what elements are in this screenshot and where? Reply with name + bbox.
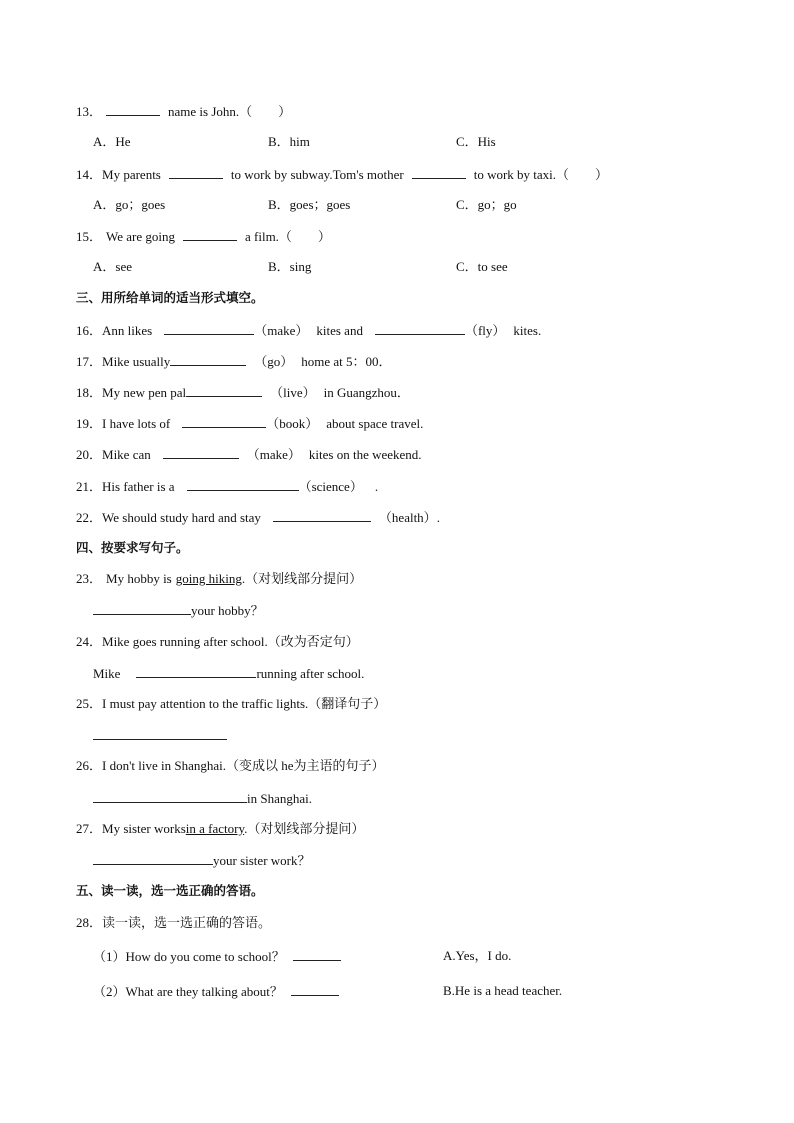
answer-line-24 (93, 665, 364, 682)
match-question-text: （1）How do you come to school？ (93, 949, 285, 964)
question-text: kites on the weekend. (308, 447, 422, 462)
question-number: 26． (76, 758, 103, 773)
question-number: 25． (76, 696, 103, 711)
question-number: 15． (76, 229, 103, 244)
option-c[interactable]: C．to see (456, 259, 508, 274)
question-19 (76, 415, 423, 432)
question-24 (76, 634, 359, 650)
answer-text: your sister work？ (213, 853, 311, 868)
question-21 (76, 478, 378, 495)
question-13 (76, 103, 291, 120)
question-text: 读一读，选一选正确的答语。 (102, 915, 272, 930)
question-text: . (436, 510, 440, 525)
question-text: a film.（ ） (245, 229, 331, 244)
question-text: to work by subway.Tom's mother (230, 167, 404, 182)
answer-line-25 (93, 727, 227, 744)
answer-blank[interactable] (186, 384, 262, 397)
answer-blank[interactable] (183, 228, 237, 241)
question-number: 24． (76, 634, 103, 649)
answer-blank[interactable] (93, 727, 227, 740)
question-text: name is John.（ ） (168, 104, 292, 119)
option-b[interactable]: B．him (268, 134, 310, 149)
question-text: kites. (513, 323, 542, 338)
question-text: His father is a (102, 479, 175, 494)
question-text: .（对划线部分提问） (244, 821, 365, 836)
question-number: 22． (76, 510, 103, 525)
question-text: about space travel. (326, 416, 424, 431)
answer-blank[interactable] (187, 478, 299, 491)
answer-text: your hobby？ (191, 603, 264, 618)
match-question-1 (93, 948, 341, 965)
question-text: I have lots of (102, 416, 171, 431)
question-text: in Guangzhou． (323, 385, 410, 400)
question-text: My parents (102, 167, 161, 182)
answer-line-26 (93, 790, 312, 807)
question-text: to work by taxi.（ ） (473, 167, 609, 182)
answer-line-27 (93, 852, 311, 869)
question-text: kites and (316, 323, 363, 338)
underlined-phrase: in a factory (185, 821, 245, 836)
question-22 (76, 509, 440, 526)
answer-text: in Shanghai. (247, 791, 312, 806)
question-text: .（对划线部分提问） (241, 571, 363, 586)
question-14 (76, 166, 608, 183)
question-text: Mike goes running after school.（改为否定句） (102, 634, 359, 649)
question-text: My hobby is (106, 571, 172, 586)
answer-blank[interactable] (291, 983, 339, 996)
question-text: I don't live in Shanghai.（变成以 he为主语的句子） (102, 758, 385, 773)
answer-blank[interactable] (93, 790, 247, 803)
question-number: 23． (76, 571, 103, 586)
section-heading-4: 四、按要求写句子。 (76, 540, 189, 555)
question-text: We should study hard and stay (102, 510, 261, 525)
answer-text: Mike (93, 666, 121, 681)
option-b[interactable]: B．sing (268, 259, 312, 274)
option-a[interactable]: A．He (93, 134, 131, 149)
answer-blank[interactable] (182, 415, 266, 428)
word-hint: （go） (254, 354, 294, 369)
question-text: My new pen pal (102, 385, 187, 400)
question-16 (76, 322, 541, 339)
match-answer-b: B.He is a head teacher. (443, 983, 563, 998)
match-question-text: （2）What are they talking about？ (93, 984, 283, 999)
answer-text: running after school. (256, 666, 365, 681)
question-number: 13． (76, 104, 103, 119)
question-23 (76, 571, 362, 587)
question-text: home at 5：00． (301, 354, 392, 369)
answer-blank[interactable] (169, 166, 223, 179)
answer-blank[interactable] (136, 665, 256, 678)
question-text: I must pay attention to the traffic lights.（翻译句子） (102, 696, 387, 711)
word-hint: （science） (298, 479, 363, 494)
answer-blank[interactable] (273, 509, 371, 522)
answer-blank[interactable] (93, 852, 213, 865)
question-text: Mike usually (102, 354, 171, 369)
question-number: 16． (76, 323, 103, 338)
answer-blank[interactable] (375, 322, 465, 335)
match-question-2 (93, 983, 339, 1000)
word-hint: （live） (270, 385, 316, 400)
word-hint: （book） (266, 416, 319, 431)
question-number: 17． (76, 354, 103, 369)
question-15 (76, 228, 331, 245)
answer-blank[interactable] (412, 166, 466, 179)
word-hint: （make） (254, 323, 309, 338)
question-text: My sister works (102, 821, 186, 836)
word-hint: （fly） (464, 323, 506, 338)
question-26 (76, 758, 385, 774)
question-number: 20． (76, 447, 103, 462)
option-c[interactable]: C．His (456, 134, 496, 149)
question-number: 18． (76, 385, 103, 400)
section-heading-3: 三、用所给单词的适当形式填空。 (76, 290, 264, 305)
question-number: 27． (76, 821, 103, 836)
question-text: Ann likes (102, 323, 153, 338)
question-20 (76, 446, 422, 463)
question-number: 14． (76, 167, 103, 182)
question-28 (76, 915, 271, 931)
question-number: 21． (76, 479, 103, 494)
question-27 (76, 821, 364, 837)
option-a[interactable]: A．go；goes (93, 197, 166, 212)
question-17 (76, 353, 392, 370)
underlined-phrase: going hiking (175, 571, 242, 586)
word-hint: （health） (378, 510, 437, 525)
question-25 (76, 696, 386, 712)
word-hint: （make） (246, 447, 301, 462)
option-c[interactable]: C．go；go (456, 197, 517, 212)
answer-line-23 (93, 602, 264, 619)
question-text: Mike can (102, 447, 151, 462)
question-18 (76, 384, 410, 401)
match-answer-a: A.Yes，I do. (443, 948, 512, 963)
answer-blank[interactable] (170, 353, 246, 366)
answer-blank[interactable] (163, 446, 239, 459)
section-heading-5: 五、读一读，选一选正确的答语。 (76, 883, 264, 898)
question-number: 28． (76, 915, 103, 930)
question-text: . (374, 479, 379, 494)
answer-blank[interactable] (164, 322, 254, 335)
answer-blank[interactable] (293, 948, 341, 961)
option-b[interactable]: B．goes；goes (268, 197, 351, 212)
answer-blank[interactable] (93, 602, 191, 615)
option-a[interactable]: A．see (93, 259, 132, 274)
answer-blank[interactable] (106, 103, 160, 116)
question-number: 19． (76, 416, 103, 431)
question-text: We are going (106, 229, 175, 244)
